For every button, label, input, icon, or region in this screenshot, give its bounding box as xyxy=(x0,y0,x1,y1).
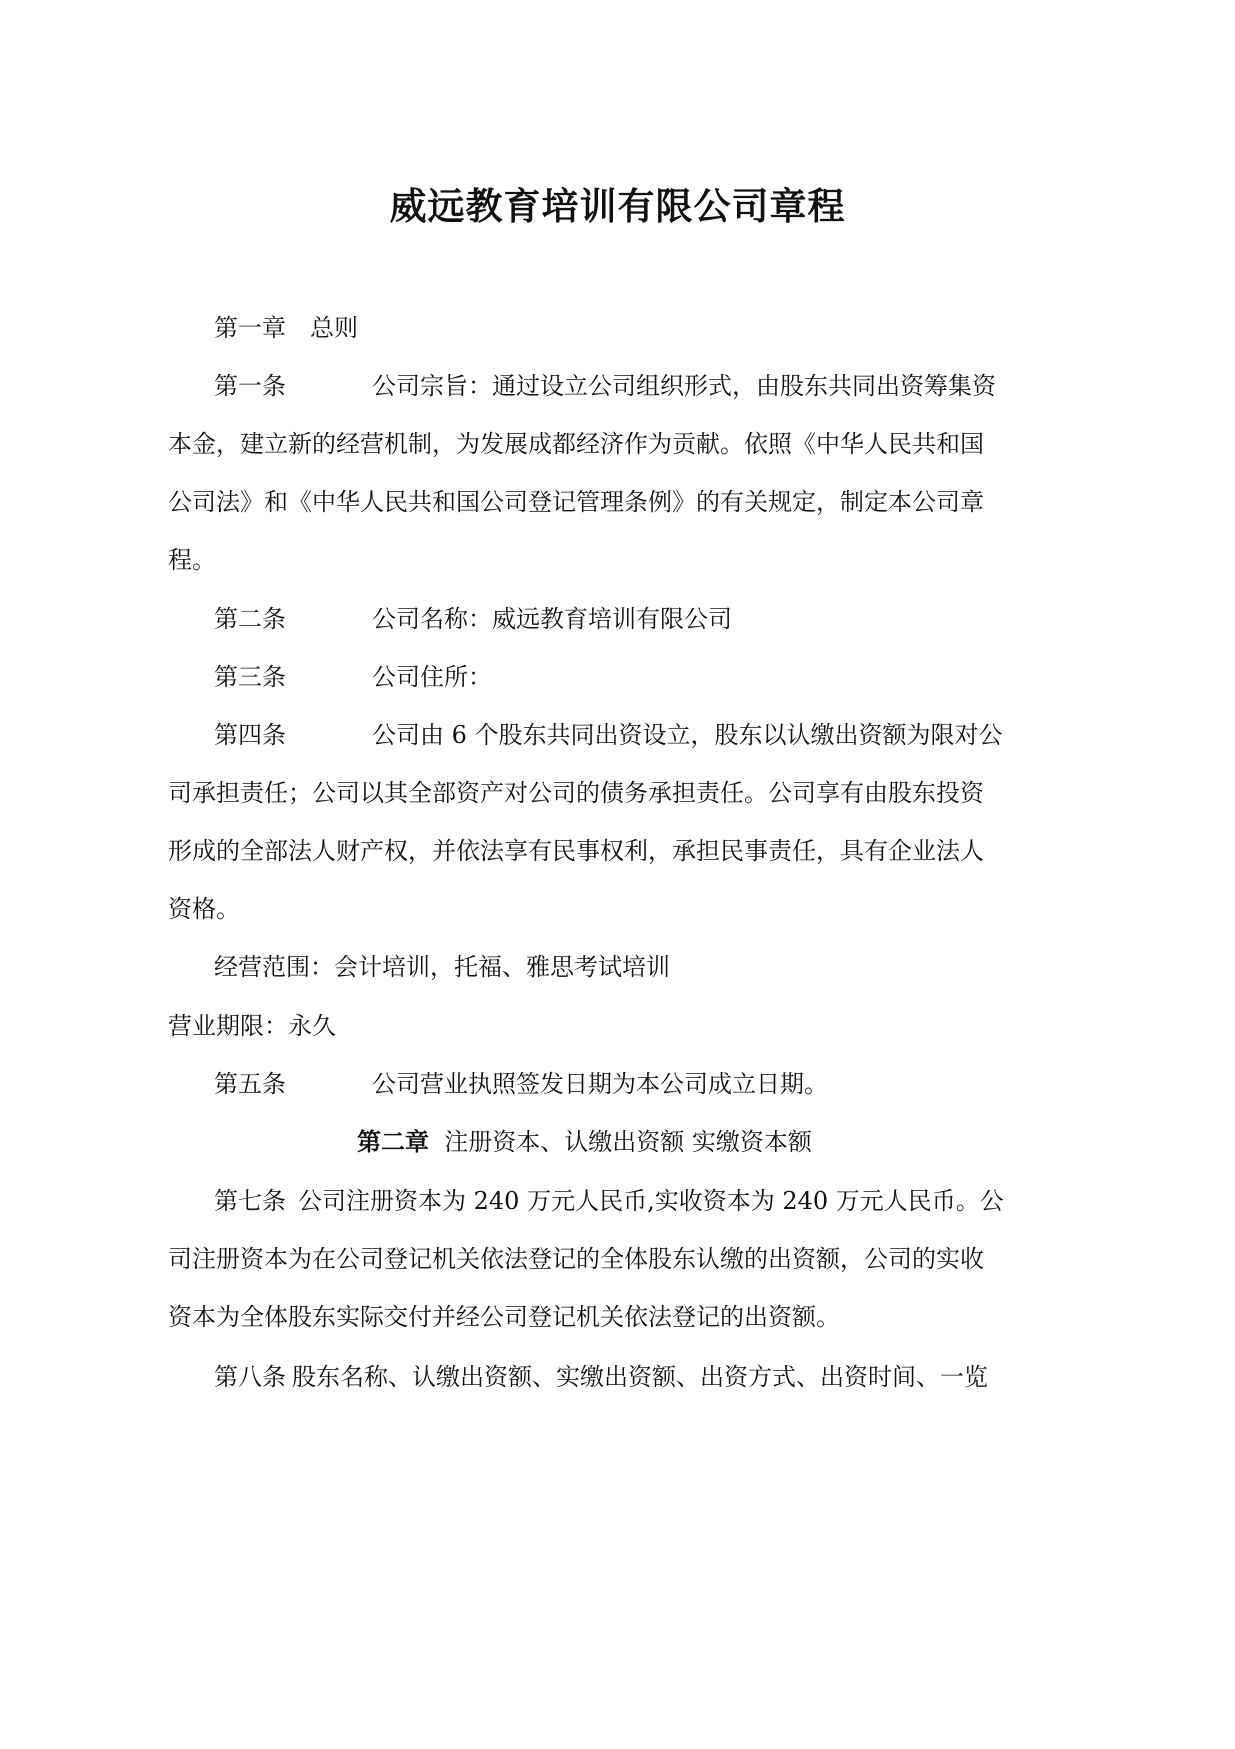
article-7-label: 第七条 xyxy=(214,1187,286,1215)
article-5-label: 第五条 xyxy=(214,1070,286,1098)
chapter-1-heading: 第一章 总则 xyxy=(214,314,358,342)
article-4-text-1: 公司由 6 个股东共同出资设立，股东以认缴出资额为限对公 xyxy=(372,721,1003,749)
article-3-text: 公司住所： xyxy=(372,663,492,691)
article-4-line-4: 资格。 xyxy=(168,895,240,923)
article-8-text: 股东名称、认缴出资额、实缴出资额、出资方式、出资时间、一览 xyxy=(292,1363,988,1391)
article-7-line-2: 司注册资本为在公司登记机关依法登记的全体股东认缴的出资额，公司的实收 xyxy=(168,1245,984,1273)
article-8-label: 第八条 xyxy=(214,1363,286,1391)
article-4-line-3: 形成的全部法人财产权，并依法享有民事权利，承担民事责任，具有企业法人 xyxy=(168,837,984,865)
article-2-line xyxy=(214,603,732,635)
chapter-2-heading xyxy=(357,1126,812,1158)
article-7-text-1: 公司注册资本为 240 万元人民币,实收资本为 240 万元人民币。公 xyxy=(298,1187,1004,1215)
article-3-label: 第三条 xyxy=(214,663,286,691)
article-1-line-1 xyxy=(214,370,996,402)
article-1-text-1: 公司宗旨：通过设立公司组织形式，由股东共同出资筹集资 xyxy=(372,372,996,400)
article-1-line-2: 本金，建立新的经营机制，为发展成都经济作为贡献。依照《中华人民共和国 xyxy=(168,430,984,458)
article-4-line-2: 司承担责任；公司以其全部资产对公司的债务承担责任。公司享有由股东投资 xyxy=(168,779,984,807)
business-scope: 经营范围：会计培训，托福、雅思考试培训 xyxy=(214,953,670,981)
article-1-label: 第一条 xyxy=(214,372,286,400)
document-title: 威远教育培训有限公司章程 xyxy=(389,184,846,228)
article-2-text: 公司名称：威远教育培训有限公司 xyxy=(372,605,732,633)
article-4-label: 第四条 xyxy=(214,721,286,749)
article-4-line-1 xyxy=(214,719,1003,751)
article-2-label: 第二条 xyxy=(214,605,286,633)
article-3-line xyxy=(214,661,492,693)
business-term: 营业期限：永久 xyxy=(168,1012,336,1040)
article-7-line-1 xyxy=(214,1185,1004,1217)
article-7-line-3: 资本为全体股东实际交付并经公司登记机关依法登记的出资额。 xyxy=(168,1303,840,1331)
article-5-line xyxy=(214,1068,828,1100)
article-1-line-4: 程。 xyxy=(168,546,216,574)
article-1-line-3: 公司法》和《中华人民共和国公司登记管理条例》的有关规定，制定本公司章 xyxy=(168,488,984,516)
article-5-text: 公司营业执照签发日期为本公司成立日期。 xyxy=(372,1070,828,1098)
chapter-2-title: 注册资本、认缴出资额 实缴资本额 xyxy=(444,1128,812,1156)
article-8-line xyxy=(214,1361,988,1393)
chapter-2-label: 第二章 xyxy=(357,1127,429,1156)
